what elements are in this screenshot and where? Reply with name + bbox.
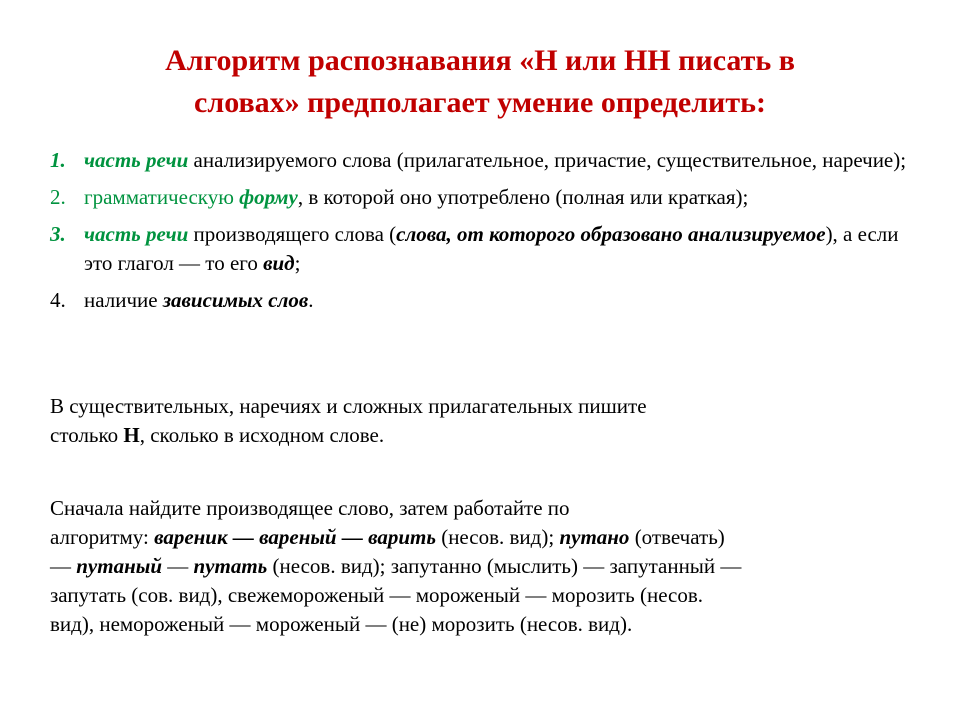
para-text: запутать (сов. вид), свежемороженый — мороженый — морозить (несов. <box>50 583 704 607</box>
list-item <box>50 220 920 278</box>
term-part-of-speech: часть речи <box>84 148 189 172</box>
item-number: 2. <box>50 185 66 209</box>
example-word: путано <box>559 525 630 549</box>
para-text: , сколько в исходном слове. <box>139 423 385 447</box>
list-item <box>50 286 920 315</box>
emphasis-aspect: вид <box>263 251 295 275</box>
term-form: форму <box>239 185 298 209</box>
item-text-rest: , в которой оно употреблено (полная или краткая); <box>297 185 749 209</box>
list-item <box>50 146 920 175</box>
example-paragraph <box>50 494 910 639</box>
item-text-part: ; <box>294 251 301 275</box>
item-number: 3. <box>50 222 66 246</box>
example-chain: вареник — вареный — варить <box>154 525 436 549</box>
letter-n: Н <box>123 423 140 447</box>
para-text: столько <box>50 423 124 447</box>
item-text-part: производящего слова ( <box>188 222 397 246</box>
item-text-rest: анализируемого слова (прилагательное, причастие, существительное, наречие); <box>188 148 907 172</box>
para-text: (несов. вид); запутанно (мыслить) — запутанный — <box>267 554 742 578</box>
item-text <box>84 183 920 212</box>
emphasis-dependent-words: зависимых слов <box>162 288 309 312</box>
para-text: алгоритму: <box>50 525 155 549</box>
criteria-list <box>50 146 920 315</box>
para-text: вид), немороженый — мороженый — (не) морозить (несов. вид). <box>50 612 633 636</box>
item-text-part: ), а если это глагол — то его <box>84 222 899 275</box>
item-text <box>84 286 920 315</box>
title-line-1: Алгоритм распознавания «Н или НН писать в <box>165 44 795 77</box>
slide-title <box>60 40 900 124</box>
item-text-prefix: грамматическую <box>84 185 240 209</box>
term-part-of-speech: часть речи <box>84 222 189 246</box>
para-text: — <box>50 554 77 578</box>
para-text: (отвечать) <box>629 525 725 549</box>
item-text-part: . <box>308 288 314 312</box>
item-text <box>84 220 920 278</box>
item-number: 1. <box>50 148 66 172</box>
para-text: Сначала найдите производящее слово, затем работайте по <box>50 496 570 520</box>
item-number: 4. <box>50 288 66 312</box>
example-word: путать <box>193 554 268 578</box>
item-text <box>84 146 920 175</box>
emphasis-source-word: слова, от которого образовано анализируемое <box>396 222 826 246</box>
para-text: — <box>162 554 194 578</box>
para-text: (несов. вид); <box>435 525 560 549</box>
item-text-part: наличие <box>84 288 163 312</box>
title-line-2: словах» предполагает умение определить: <box>194 86 766 119</box>
rule-paragraph <box>50 392 910 450</box>
list-item <box>50 183 920 212</box>
para-text: В существительных, наречиях и сложных прилагательных пишите <box>50 394 647 418</box>
example-word: путаный <box>76 554 162 578</box>
